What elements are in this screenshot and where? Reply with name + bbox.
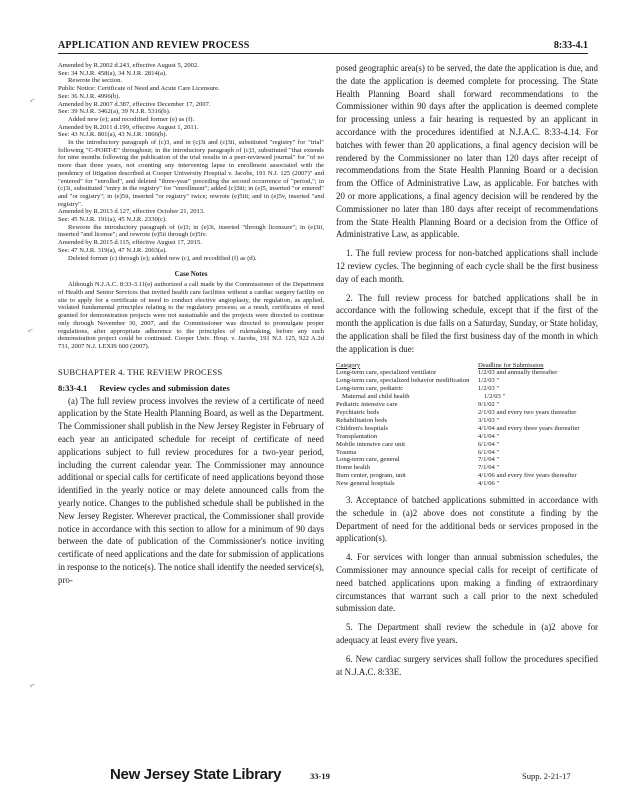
item-3: 3. Acceptance of batched applications submitted in accordance with the schedule in (a)2 above does not constitute a finding by the Department of need for the additional beds or services proposed in the application(s). — [336, 495, 598, 544]
running-header-section: 8:33-4.1 — [553, 40, 588, 51]
item-2: 2. The full review process for batched applications shall be in accordance with the following schedule, except that if the first of the month the application is due falls on a Saturday, Sunday, or State holiday, the application shall be filed the first business day of the month in which the application is due: — [336, 292, 598, 354]
right-body — [336, 62, 598, 356]
schedule-deadline: 3/1/03 " — [478, 416, 500, 424]
schedule-deadline: 4/1/04 " — [478, 432, 500, 440]
schedule-row — [336, 417, 598, 425]
history-line: See: 36 N.J.R. 4996(b). — [58, 92, 121, 100]
schedule-category: Children's hospitals — [336, 424, 388, 432]
schedule-deadline: 6/1/04 " — [478, 440, 500, 448]
schedule-deadline: 6/1/04 " — [478, 448, 500, 456]
submission-schedule-table — [336, 362, 598, 489]
schedule-deadline: 7/1/04 " — [478, 464, 500, 472]
history-line: Public Notice: Certificate of Need and Acute Care Licensure. — [58, 85, 220, 93]
schedule-category: Pediatric intensive care — [336, 401, 398, 409]
history-line: Amended by R.2015 d.115, effective August 17, 2015. — [58, 239, 202, 247]
history-line: Rewrote the section. — [68, 77, 123, 85]
left-body — [58, 395, 324, 587]
schedule-category: Transplantation — [336, 432, 378, 440]
schedule-deadline: 9/1/02 " — [478, 401, 500, 409]
schedule-row — [336, 385, 598, 393]
schedule-category: Trauma — [336, 448, 357, 456]
margin-mark: ⌐ — [28, 679, 37, 691]
schedule-row — [336, 472, 598, 480]
history-line: Amended by R.2002 d.243, effective August 5, 2002. — [58, 62, 199, 69]
schedule-deadline: 1/2/03 " — [478, 377, 500, 385]
history-line: Amended by R.2007 d.387, effective December 17, 2007. — [58, 100, 211, 108]
schedule-deadline: 7/1/04 " — [478, 456, 500, 464]
paragraph-a-continued: posed geographic area(s) to be served, the date the application is due, and the date the application is deemed complete for processing. The State Health Planning Board shall forward recommendations to the Commissioner within 90 days after the application is deemed complete for processing unless a fair hearing is requested by an applicant in accordance with the procedures identified at N.J.A.C. 8:33-4.14. For batches with fewer than 20 applications, a final agency decision will be rendered by the Commissioner no later than 120 days after receipt of recommendations from the State Health Planning Board or a decision from the Office of Administrative Law, as applicable. For batches with 20 or more applications, a final agency decision will be rendered by the Commissioner no later than 180 days after receipt of recommendations from the State Health Planning Board or a decision from the Office of Administrative Law, as applicable. — [336, 63, 598, 240]
history-line: See: 43 N.J.R. 801(a), 43 N.J.R. 1866(b). — [58, 131, 168, 139]
right-column — [336, 62, 598, 678]
footer-supplement: Supp. 2-21-17 — [522, 771, 571, 781]
history-line: See: 39 N.J.R. 3462(a), 39 N.J.R. 5316(b). — [58, 108, 171, 116]
schedule-row — [336, 425, 598, 433]
schedule-row — [336, 449, 598, 457]
paragraph-a: (a) The full review process involves the review of a certificate of need application by the State Health Planning Board, as well as the Department. The Commissioner shall publish in the New Jersey Register in February of each year an anticipated schedule for receipt of certificate of need applications subject to full review procedures for a two-year period, including the current calendar year. The Commissioner may announce additional or special calls for certificate of need applications beyond those identified in the yearly notice or may delete announced calls from the yearly notice. Changes to the published schedule shall be published in the New Jersey Register. Wherever practical, the Commissioner shall provide notice in accordance with this section to allow for a minimum of 90 days between the date of publication of the Commissioner's notice inviting certificate of need applications and the date for submission of applications in response to the notice(s). The notice shall identify the needed service(s), pro- — [58, 395, 324, 585]
schedule-category: Long-term care, general — [336, 456, 400, 464]
schedule-deadline: 4/1/06 " — [478, 480, 500, 488]
item-5: 5. The Department shall review the schedule in (a)2 above for adequacy at least every five years. — [336, 622, 598, 645]
schedule-category: Maternal and child health — [342, 393, 410, 401]
schedule-row — [336, 409, 598, 417]
case-notes-text: Although N.J.A.C. 8:33-3.11(e) authorized a call made by the Commissioner of the Department of Health and Senior Services that invited health care facilities without a cardiac surgery facility on site to apply for a certificate of need to conduct elective angioplasty, the regulation, as applied, violated fundamental principles relating to the regulatory process; as a result, certificates of need granted for demonstration projects were not sustainable and the projects were directed to continue only through November 30, 2007, and the Commissioner was directed to promulgate proper regulations, after appropriate adherence to the principles of rulemaking, before any such demonstration project could be continued. Cooper Univ. Hosp. v. Jacobs, 191 N.J. 125, 922 A.2d 731, 2007 N.J. LEXIS 600 (2007). — [58, 281, 324, 350]
history-line: Rewrote the introductory paragraph of (e)3; in (e)3i, inserted "through licensure"; in (e)3ii, inserted "and license"; and rewrote (e)5ii through (e)5iv. — [58, 223, 324, 239]
schedule-category: Mobile intensive care unit — [336, 440, 406, 448]
item-1: 1. The full review process for non-batched applications shall include 12 review cycles. The beginning of each cycle shall be the first business day of each month. — [336, 248, 598, 284]
header-rule — [58, 53, 588, 54]
schedule-row — [336, 369, 598, 377]
schedule-deadline: 4/1/04 and every three years thereafter — [478, 424, 580, 432]
schedule-row — [336, 456, 598, 464]
case-notes — [58, 270, 324, 350]
section-title: Review cycles and submission dates — [99, 382, 230, 393]
schedule-col-category: Category — [336, 361, 361, 369]
history-line: See: 47 N.J.R. 319(a), 47 N.J.R. 2063(a). — [58, 246, 167, 254]
schedule-category: Psychiatric beds — [336, 408, 380, 416]
schedule-deadline: 1/2/03 and annually thereafter — [478, 369, 558, 377]
section-heading — [58, 383, 324, 393]
schedule-deadline: 1/2/03 " — [478, 385, 500, 393]
subchapter-heading: SUBCHAPTER 4. THE REVIEW PROCESS — [58, 366, 223, 377]
history-line: See: 45 N.J.R. 191(a), 45 N.J.R. 2330(c). — [58, 216, 167, 224]
schedule-row — [336, 393, 598, 401]
schedule-deadline: 1/2/03 " — [484, 393, 506, 401]
margin-mark: ⌐ — [26, 324, 35, 336]
history-line: Amended by R.2011 d.199, effective August 1, 2011. — [58, 123, 199, 131]
schedule-header-row — [336, 362, 598, 370]
schedule-category: Long-term care, specialized behavior modification — [336, 377, 470, 385]
schedule-category: Long-term care, specialized ventilator — [336, 369, 437, 377]
schedule-category: Home health — [336, 464, 370, 472]
footer-library-stamp: New Jersey State Library — [110, 766, 282, 783]
item-6: 6. New cardiac surgery services shall follow the procedures specified at N.J.A.C. 8:33E. — [336, 653, 598, 677]
schedule-category: Long-term care, pediatric — [336, 385, 404, 393]
right-body-after — [336, 494, 598, 678]
history-notes — [58, 62, 324, 262]
schedule-row — [336, 377, 598, 385]
schedule-row — [336, 480, 598, 488]
history-line: Deleted former (c) through (e); added new (c), and recodified (f) as (d). — [68, 254, 257, 262]
schedule-deadline: 4/1/06 and every five years thereafter — [478, 472, 577, 480]
schedule-deadline: 2/1/03 and every two years thereafter — [478, 408, 577, 416]
schedule-row — [336, 401, 598, 409]
footer-page-number: 33-19 — [310, 771, 330, 781]
history-line: In the introductory paragraph of (c)3, and in (c)3i and (c)3ii, substituted "registry" for "trial" following "C-PORT-E" throughout; in the introductory paragraph of (c)3, substituted "that extends for nine months following the publication of the trial results in a peer-reviewed journal" for "of no more than three years, not counting any intervening lapse in enrollment associated with the pendency of litigation described at Cooper University Hospital v. Jacobs, 191 N.J. 125 (2007)" and "entered" for "enrolled", and deleted "three-year" preceding the second occurrence of "period,"; in (c)3i, substituted "entry in the registry" for "enrollment"; added (c)3iii; in (e)5, inserted "or entered" and "or registry"; in (e)5ii, inserted "or registry" twice; rewrote (e)5iii; and in (e)5v, inserted "and registry". — [58, 139, 324, 208]
schedule-category: New general hospitals — [336, 480, 395, 488]
schedule-category: Burn center, program, unit — [336, 472, 406, 480]
item-4: 4. For services with longer than annual submission schedules, the Commissioner may announce special calls for receipt of certificate of need batched applications upon making a finding of extraordinary circumstances that warrant such a call prior to the next scheduled submission date. — [336, 552, 598, 614]
schedule-col-deadline: Deadline for Submission — [478, 361, 544, 369]
left-column — [58, 62, 324, 587]
margin-mark: ⌐ — [28, 94, 37, 106]
schedule-category: Rehabilitation beds — [336, 416, 388, 424]
history-line: See: 34 N.J.R. 458(a), 34 N.J.R. 2814(a). — [58, 69, 167, 77]
history-line: Amended by R.2013 d.127, effective October 21, 2013. — [58, 208, 205, 216]
case-notes-heading: Case Notes — [174, 270, 208, 279]
schedule-row — [336, 433, 598, 441]
section-number: 8:33-4.1 — [58, 382, 88, 393]
schedule-row — [336, 441, 598, 449]
schedule-row — [336, 464, 598, 472]
running-header-title: APPLICATION AND REVIEW PROCESS — [58, 40, 250, 51]
history-line: Added new (e); and recodified former (e) as (f). — [68, 115, 195, 123]
